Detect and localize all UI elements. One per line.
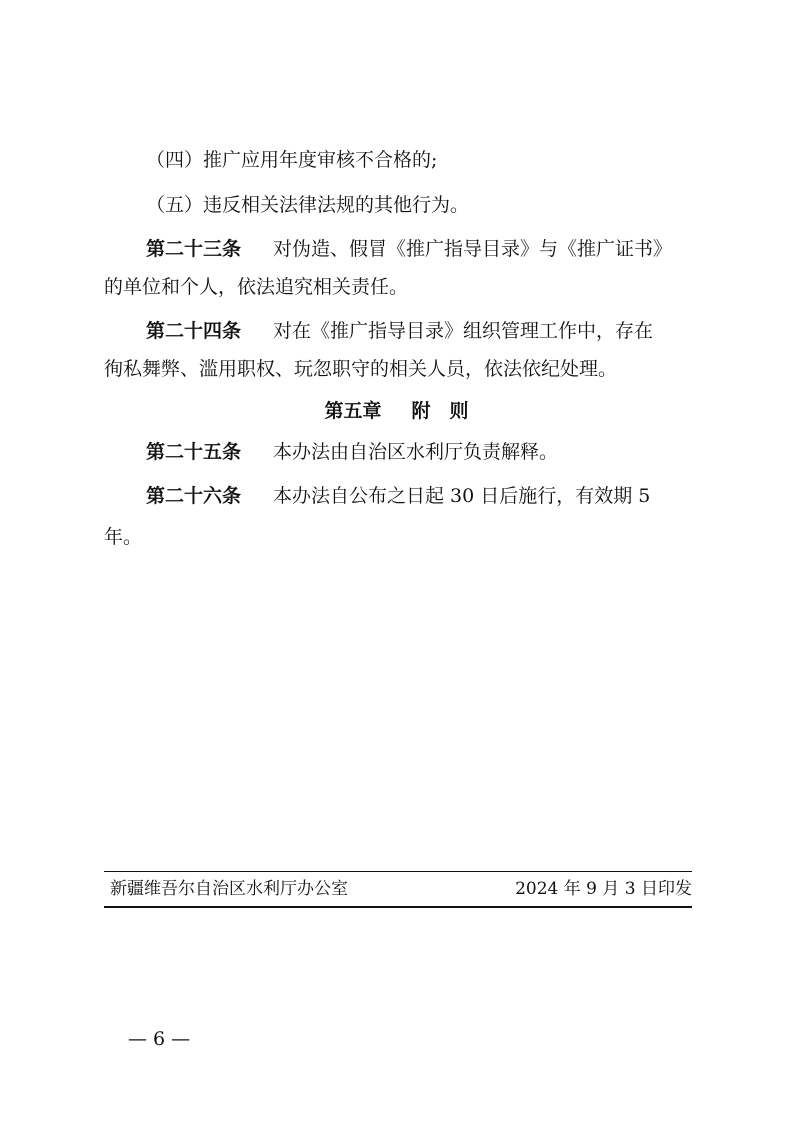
article-26-heading: 第二十六条 — [146, 485, 242, 507]
article-26-text-2: 年。 — [104, 526, 143, 548]
chapter-heading — [0, 399, 793, 423]
article-25-heading: 第二十五条 — [146, 441, 242, 463]
article-23-first-line — [146, 237, 672, 261]
article-25 — [146, 440, 558, 464]
article-24-text-2: 徇私舞弊、滥用职权、玩忽职守的相关人员，依法依纪处理。 — [104, 358, 618, 380]
footer-top-rule — [104, 871, 692, 872]
article-24-text-1: 对在《推广指导目录》组织管理工作中，存在 — [273, 320, 654, 342]
chapter-title: 附 则 — [411, 400, 469, 422]
article-23-text-2: 的单位和个人，依法追究相关责任。 — [104, 276, 409, 298]
chapter-number: 第五章 — [324, 400, 382, 422]
article-23-text-1: 对伪造、假冒《推广指导目录》与《推广证书》 — [273, 238, 673, 260]
item-5: （五）违反相关法律法规的其他行为。 — [146, 194, 470, 216]
item-4: （四）推广应用年度审核不合格的; — [146, 149, 438, 171]
article-26-first-line — [146, 484, 650, 508]
footer-bottom-rule — [104, 906, 692, 908]
footer-date: 2024 年 9 月 3 日印发 — [515, 879, 692, 899]
article-25-text: 本办法由自治区水利厅负责解释。 — [273, 441, 559, 463]
article-26-text-1: 本办法自公布之日起 30 日后施行，有效期 5 — [273, 485, 651, 507]
page-number: — 6 — — [128, 1028, 191, 1050]
article-24-heading: 第二十四条 — [146, 320, 242, 342]
article-23-heading: 第二十三条 — [146, 238, 242, 260]
footer-issuer: 新疆维吾尔自治区水利厅办公室 — [110, 879, 348, 899]
article-24-first-line — [146, 319, 653, 343]
